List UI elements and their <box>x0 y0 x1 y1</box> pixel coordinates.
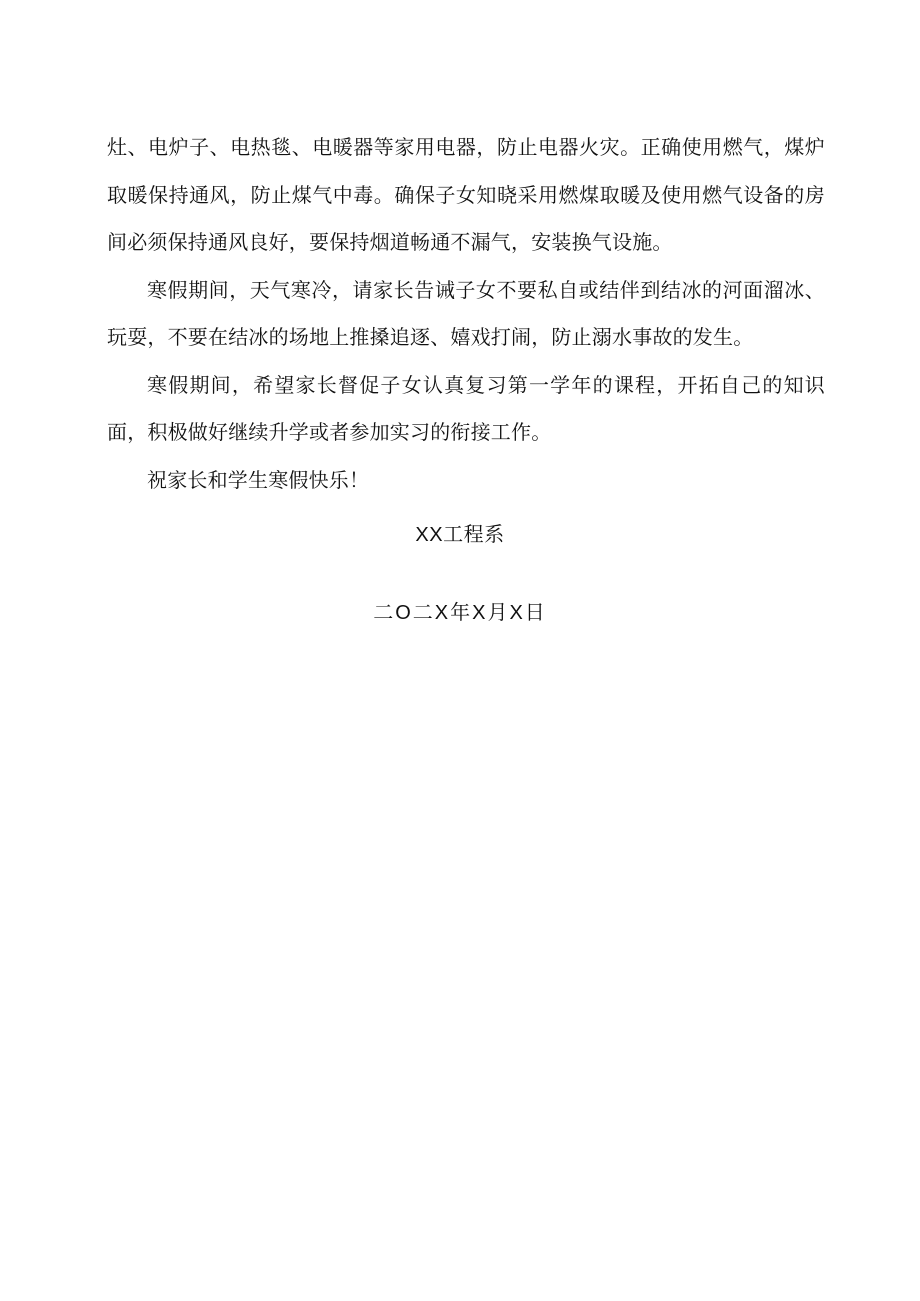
signature-organization: XX工程系 <box>415 524 505 546</box>
paragraph-ice-safety: 寒假期间，天气寒冷，请家长告诫子女不要私自或结伴到结冰的河面溜冰、玩耍，不要在结冰的场地上推搡追逐、嬉戏打闹，防止溺水事故的发生。 <box>107 277 825 349</box>
paragraph-study-reminder: 寒假期间，希望家长督促子女认真复习第一学年的课程，开拓自己的知识面，积极做好继续升学或者参加实习的衔接工作。 <box>107 372 825 444</box>
signature-date: 二O二X年X月X日 <box>373 602 547 624</box>
paragraph-greeting: 祝家长和学生寒假快乐！ <box>147 467 370 492</box>
document-body <box>107 124 825 504</box>
paragraph-heating-safety: 灶、电炉子、电热毯、电暖器等家用电器，防止电器火灾。正确使用燃气，煤炉取暖保持通风，防止煤气中毒。确保子女知晓采用燃煤取暖及使用燃气设备的房间必须保持通风良好，要保持烟道畅通不漏气，安装换气设施。 <box>107 135 825 254</box>
